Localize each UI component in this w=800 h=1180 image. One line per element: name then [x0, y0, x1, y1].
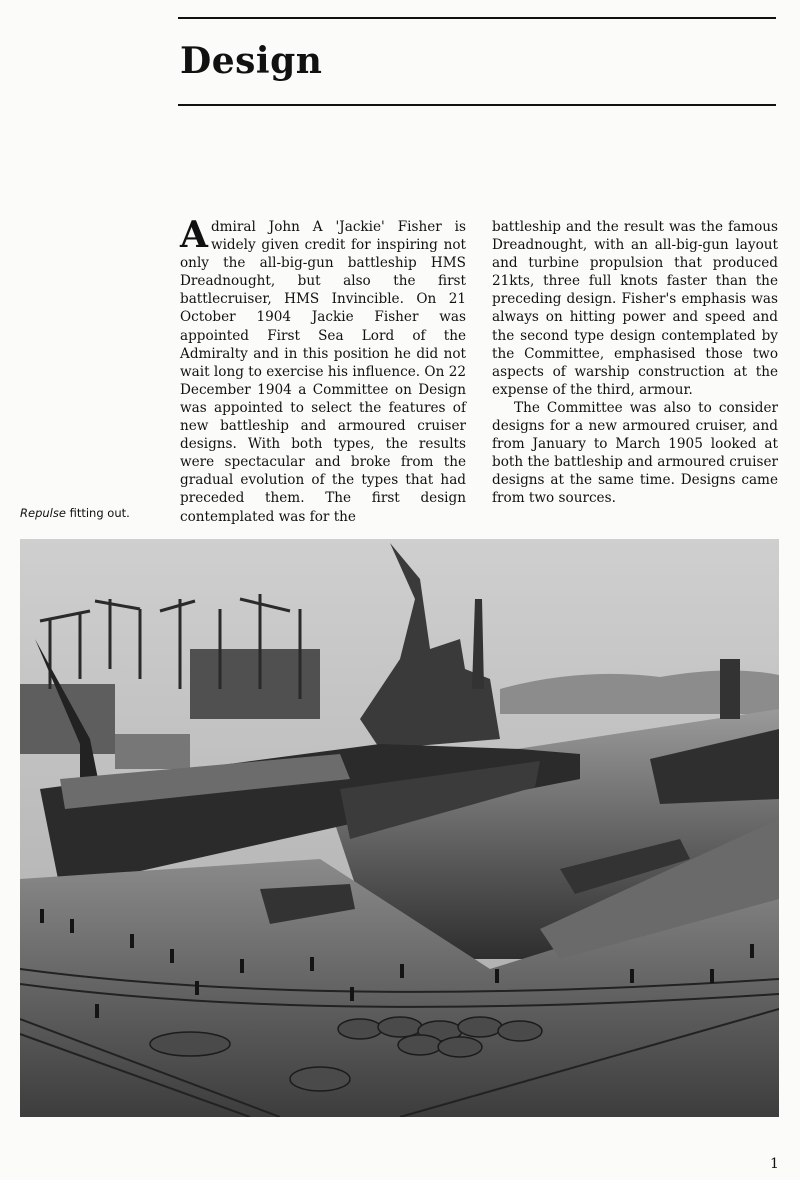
drop-cap: A [180, 214, 208, 256]
caption-ship-name: Repulse [20, 506, 66, 520]
title-underline-rule [178, 104, 776, 106]
paragraph-2: The Committee was also to consider designs for a new armoured cruiser, and from January to March 1905 looked at both the battleship and armoured cruiser designs at the same time. Designs came from two sources. [492, 399, 778, 507]
dockyard-photograph [20, 539, 779, 1117]
paragraph-1-continued: battleship and the result was the famous Dreadnought, with an all-big-gun layout and turbine propulsion that produced 21kts, three full knots faster than the preceding design. Fisher's emphasis was always on hitting power and speed and the second type design contemplated by the Committee, emphasised those two aspects of warship construction at the expense of the third, armour. [492, 219, 778, 398]
text-column-right [492, 218, 778, 508]
paragraph-1 [180, 214, 466, 526]
caption-text: fitting out. [65, 506, 130, 520]
page-number: 1 [770, 1156, 779, 1172]
page-title: Design [180, 40, 323, 82]
top-rule [178, 17, 776, 19]
paragraph-1-text: dmiral John A 'Jackie' Fisher is widely given credit for inspiring not only the all-big-gun battleship HMS Dreadnought, but also the first battlecruiser, HMS Invincible. On 21 October 1904 Jackie Fisher was appointed First Sea Lord of the Admiralty and in this position he did not wait long to exercise his influence. On 22 December 1904 a Committee on Design was appointed to select the features of new battleship and armoured cruiser designs. With both types, the results were spectacular and broke from the gradual evolution of the types that had preceded them. The first design contemplated was for the [180, 219, 466, 525]
text-column-left [180, 214, 466, 526]
photo-caption [20, 506, 130, 520]
